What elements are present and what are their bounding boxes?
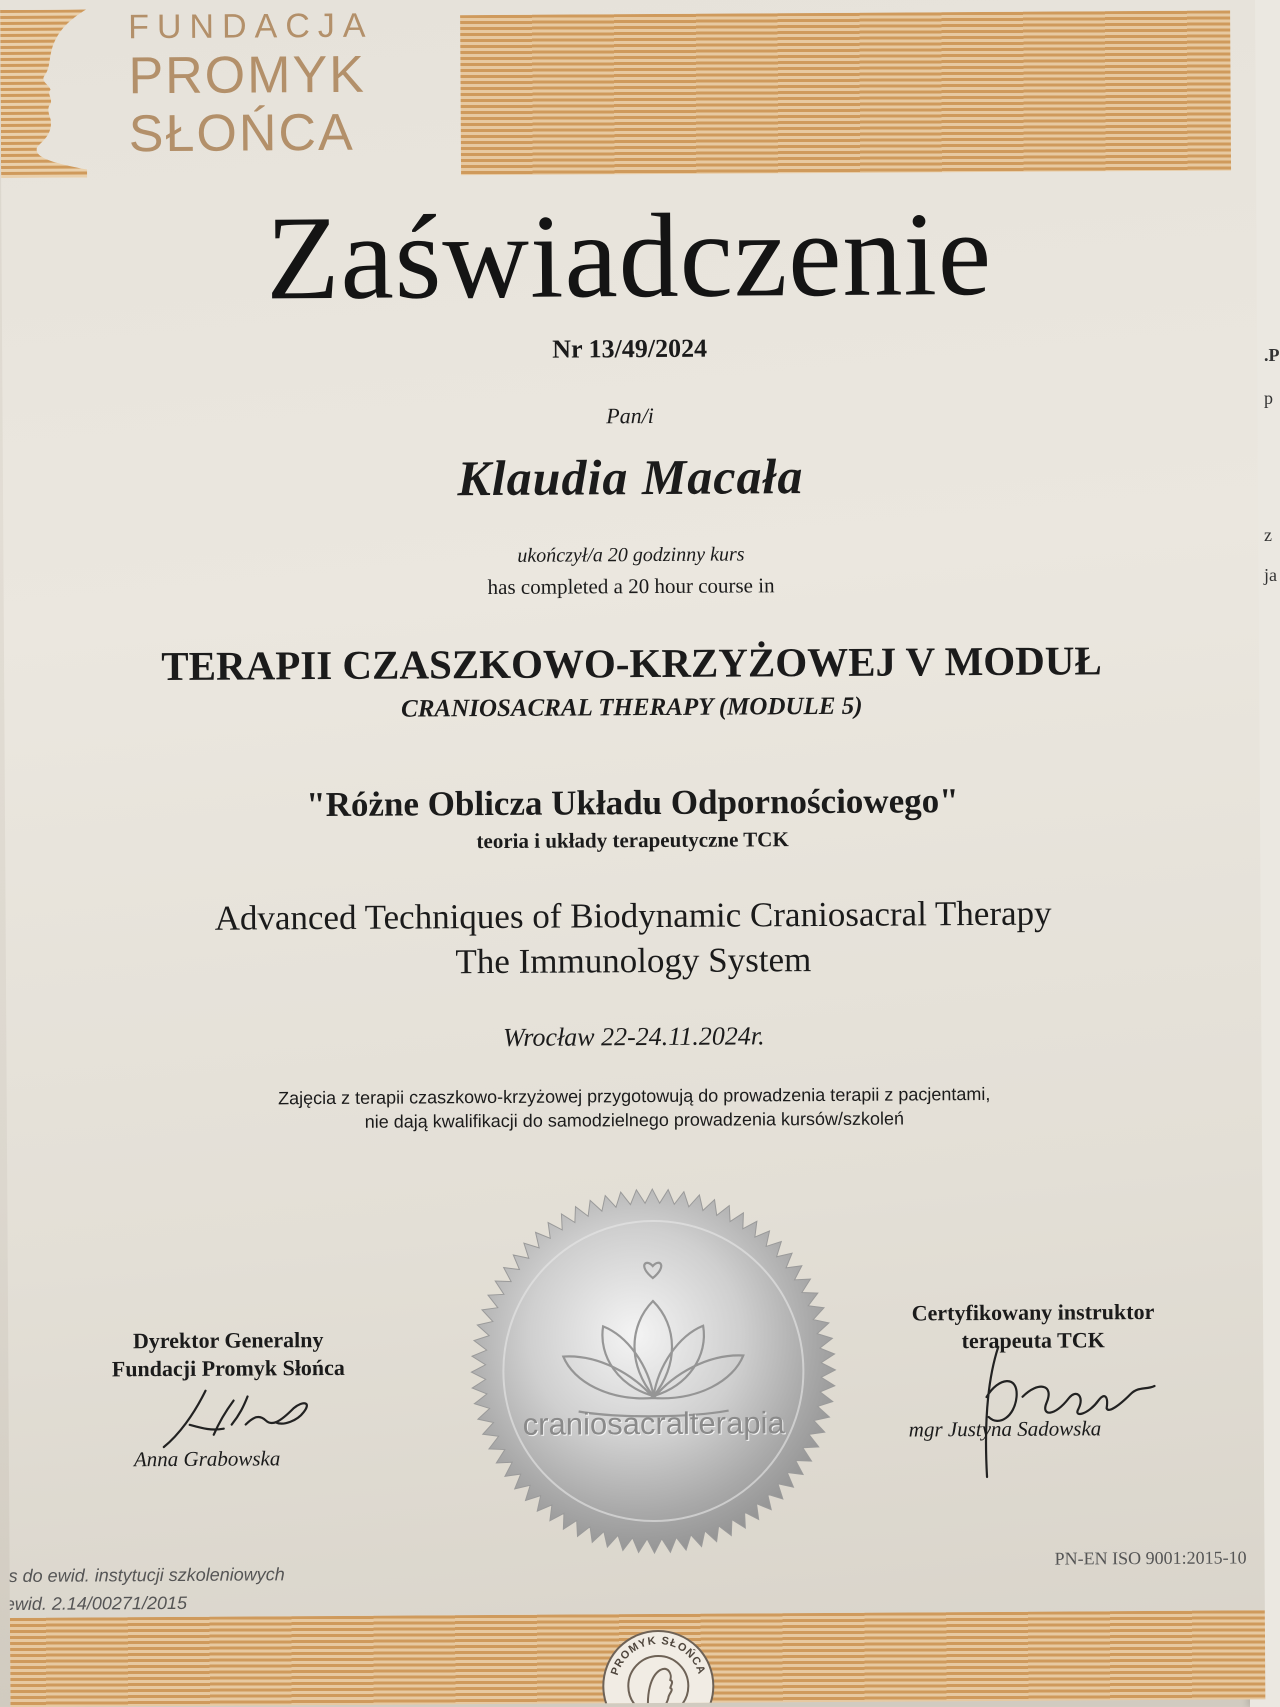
director-organization: Fundacji Promyk Słońca <box>111 1354 345 1382</box>
director-name: Anna Grabowska <box>133 1446 281 1472</box>
director-role: Dyrektor Generalny <box>132 1327 324 1354</box>
seal-text: craniosacralterapia <box>522 1405 785 1442</box>
place-and-date: Wrocław 22-24.11.2024r. <box>503 1021 765 1052</box>
disclaimer-line: Zajęcia z terapii czaszkowo-krzyżowej przygotowują do prowadzenia terapii z pacjentami, <box>277 1083 991 1109</box>
honorific: Pan/i <box>606 403 654 429</box>
profile-head-logo-icon <box>0 9 91 178</box>
immunology-system-line: The Immunology System <box>455 940 812 982</box>
logo-line-slonca: SŁOŃCA <box>128 103 355 164</box>
round-logo-text: PROMYK SŁOŃCA <box>608 1634 708 1677</box>
recipient-name: Klaudia Macała <box>457 448 804 507</box>
iso-standard: PN-EN ISO 9001:2015-10 <box>1054 1547 1247 1569</box>
registry-info <box>5 1560 285 1618</box>
instructor-role: Certyfikowany instruktor <box>911 1298 1155 1326</box>
foundation-logo <box>128 6 374 163</box>
instructor-signature-block <box>868 1298 1198 1442</box>
disclaimer-line: nie dają kwalifikacji do samodzielnego prowadzenia kursów/szkoleń <box>364 1108 905 1132</box>
course-title-en: CRANIOSACRAL THERAPY (MODULE 5) <box>401 692 863 723</box>
instructor-handwritten-signature-icon <box>958 1336 1179 1487</box>
course-title-pl: TERAPII CZASZKOWO-KRZYŻOWEJ V MODUŁ <box>161 637 1102 690</box>
edge-char: .P <box>1264 345 1280 365</box>
advanced-techniques-line: Advanced Techniques of Biodynamic Craniosacral Therapy <box>214 893 1052 938</box>
logo-line-promyk: PROMYK <box>128 45 367 106</box>
instructor-title: terapeuta TCK <box>961 1327 1105 1354</box>
edge-char: ja <box>1264 565 1277 585</box>
certificate-title: Zaświadczenie <box>265 186 993 325</box>
logo-line-fundacja: FUNDACJA <box>128 6 374 47</box>
course-subtitle: "Różne Oblicza Układu Odpornościowego" <box>306 781 959 825</box>
certificate-number: Nr 13/49/2024 <box>552 333 708 364</box>
director-signature-block <box>63 1326 393 1472</box>
header-stripe-band <box>460 10 1231 175</box>
registry-line: is do ewid. instytucji szkoleniowych <box>4 1564 285 1587</box>
registry-number: ewid. 2.14/00271/2015 <box>4 1592 188 1615</box>
promyk-slonca-round-logo-icon <box>598 1624 719 1707</box>
edge-char: z <box>1264 525 1272 545</box>
completion-text-pl: ukończył/a 20 godzinny kurs <box>517 543 745 567</box>
embossed-silver-seal <box>467 1185 839 1557</box>
course-subtitle-note: teoria i układy terapeutyczne TCK <box>476 827 789 854</box>
instructor-name: mgr Justyna Sadowska <box>908 1416 1102 1442</box>
director-handwritten-signature-icon <box>153 1384 333 1455</box>
completion-text-en: has completed a 20 hour course in <box>487 573 775 600</box>
edge-char: p <box>1264 388 1273 408</box>
